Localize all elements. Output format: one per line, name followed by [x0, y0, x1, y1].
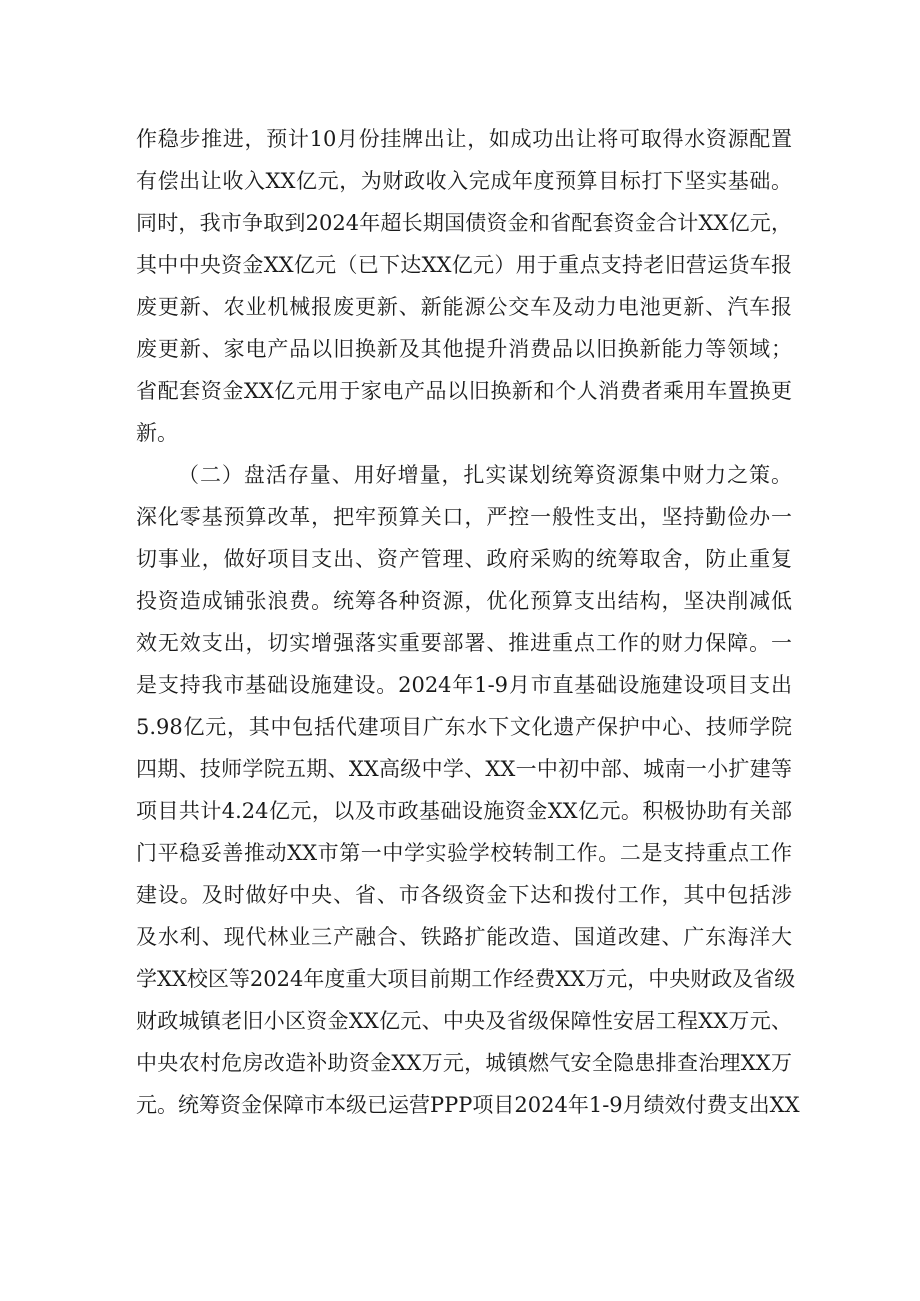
text-line: 元。统筹资金保障市本级已运营PPP项目2024年1-9月绩效付费支出XX	[136, 1093, 800, 1117]
text-line: 效无效支出，切实增强落实重要部署、推进重点工作的财力保障。一	[136, 631, 792, 655]
text-line: 省配套资金XX亿元用于家电产品以旧换新和个人消费者乘用车置换更	[136, 379, 792, 403]
text-line: 及水利、现代林业三产融合、铁路扩能改造、国道改建、广东海洋大	[136, 925, 792, 949]
text-line: 投资造成铺张浪费。统筹各种资源，优化预算支出结构，坚决削减低	[136, 589, 792, 613]
document-body	[136, 118, 800, 1126]
text-line: 废更新、农业机械报废更新、新能源公交车及动力电池更新、汽车报	[136, 295, 792, 319]
text-line: 废更新、家电产品以旧换新及其他提升消费品以旧换新能力等领域；	[136, 337, 792, 361]
text-line: 同时，我市争取到2024年超长期国债资金和省配套资金合计XX亿元，	[136, 211, 792, 235]
text-line: 中央农村危房改造补助资金XX万元，城镇燃气安全隐患排查治理XX万	[136, 1051, 792, 1075]
text-line: 新。	[136, 421, 178, 445]
text-line: 学XX校区等2024年度重大项目前期工作经费XX万元，中央财政及省级	[136, 967, 796, 991]
text-line: 建设。及时做好中央、省、市各级资金下达和拨付工作，其中包括涉	[136, 883, 792, 907]
text-line: 作稳步推进，预计10月份挂牌出让，如成功出让将可取得水资源配置	[136, 127, 792, 151]
text-line: 5.98亿元，其中包括代建项目广东水下文化遗产保护中心、技师学院	[136, 715, 792, 739]
text-line: 其中中央资金XX亿元（已下达XX亿元）用于重点支持老旧营运货车报	[136, 253, 792, 277]
text-line: 有偿出让收入XX亿元，为财政收入完成年度预算目标打下坚实基础。	[136, 169, 792, 193]
text-line: 深化零基预算改革，把牢预算关口，严控一般性支出，坚持勤俭办一	[136, 505, 792, 529]
text-line: 切事业，做好项目支出、资产管理、政府采购的统筹取舍，防止重复	[136, 547, 792, 571]
text-line: 四期、技师学院五期、XX高级中学、XX一中初中部、城南一小扩建等	[136, 757, 792, 781]
text-line: 门平稳妥善推动XX市第一中学实验学校转制工作。二是支持重点工作	[136, 841, 792, 865]
text-line: 项目共计4.24亿元，以及市政基础设施资金XX亿元。积极协助有关部	[136, 799, 792, 823]
text-line: 是支持我市基础设施建设。2024年1-9月市直基础设施建设项目支出	[136, 673, 792, 697]
section-heading-line: （二）盘活存量、用好增量，扎实谋划统筹资源集中财力之策。	[178, 463, 792, 487]
text-line: 财政城镇老旧小区资金XX亿元、中央及省级保障性安居工程XX万元、	[136, 1009, 792, 1033]
